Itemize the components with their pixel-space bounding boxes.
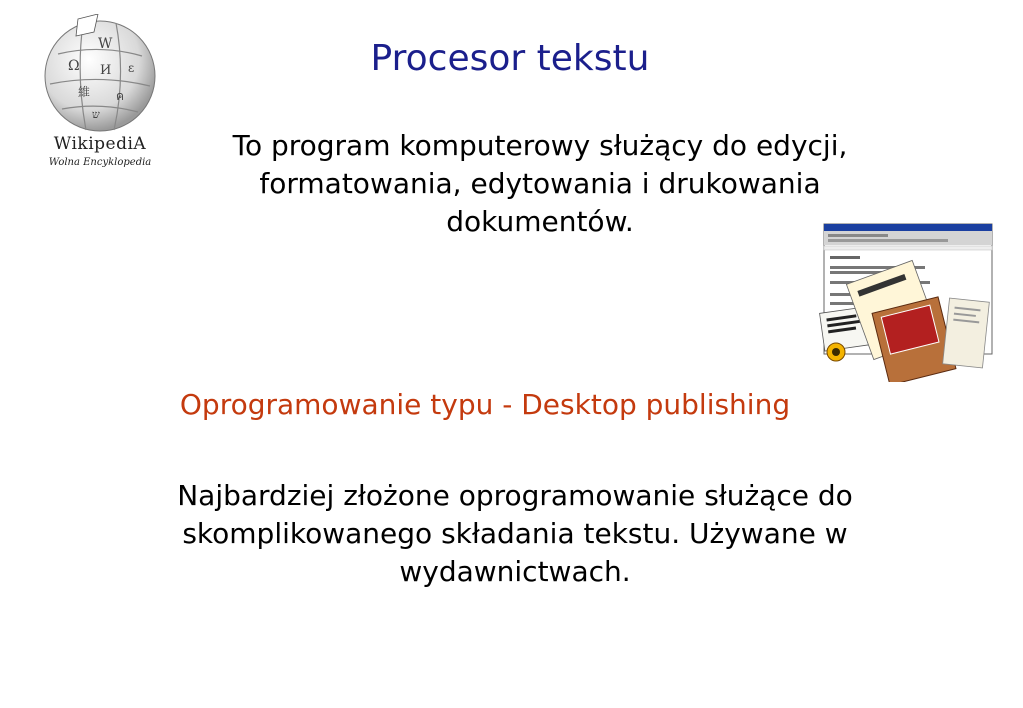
svg-text:維: 維 bbox=[78, 85, 91, 99]
slide-title: Procesor tekstu bbox=[370, 38, 650, 79]
description-text: Najbardziej złożone oprogramowanie służące do skomplikowanego składania tekstu. Używane w wydawnictwach. bbox=[177, 479, 853, 588]
documents-illustration-icon bbox=[818, 222, 996, 382]
wikipedia-logo bbox=[30, 14, 170, 174]
svg-text:И: И bbox=[100, 63, 112, 78]
svg-text:Ω: Ω bbox=[68, 58, 80, 74]
svg-text:ε: ε bbox=[128, 61, 135, 75]
svg-text:ש: ש bbox=[92, 108, 100, 121]
puzzle-globe-icon bbox=[38, 14, 162, 134]
svg-text:ค: ค bbox=[116, 89, 125, 103]
definition-text: To program komputerowy służący do edycji, formatowania, edytowania i drukowania dokumentów. bbox=[232, 129, 848, 238]
wikipedia-tagline: Wolna Encyklopedia bbox=[48, 157, 152, 168]
wikipedia-wordmark: WikipediA bbox=[53, 134, 147, 154]
section-subheading: Oprogramowanie typu - Desktop publishing bbox=[179, 388, 791, 421]
svg-text:W: W bbox=[98, 36, 113, 52]
word-processor-clipart bbox=[818, 222, 996, 382]
